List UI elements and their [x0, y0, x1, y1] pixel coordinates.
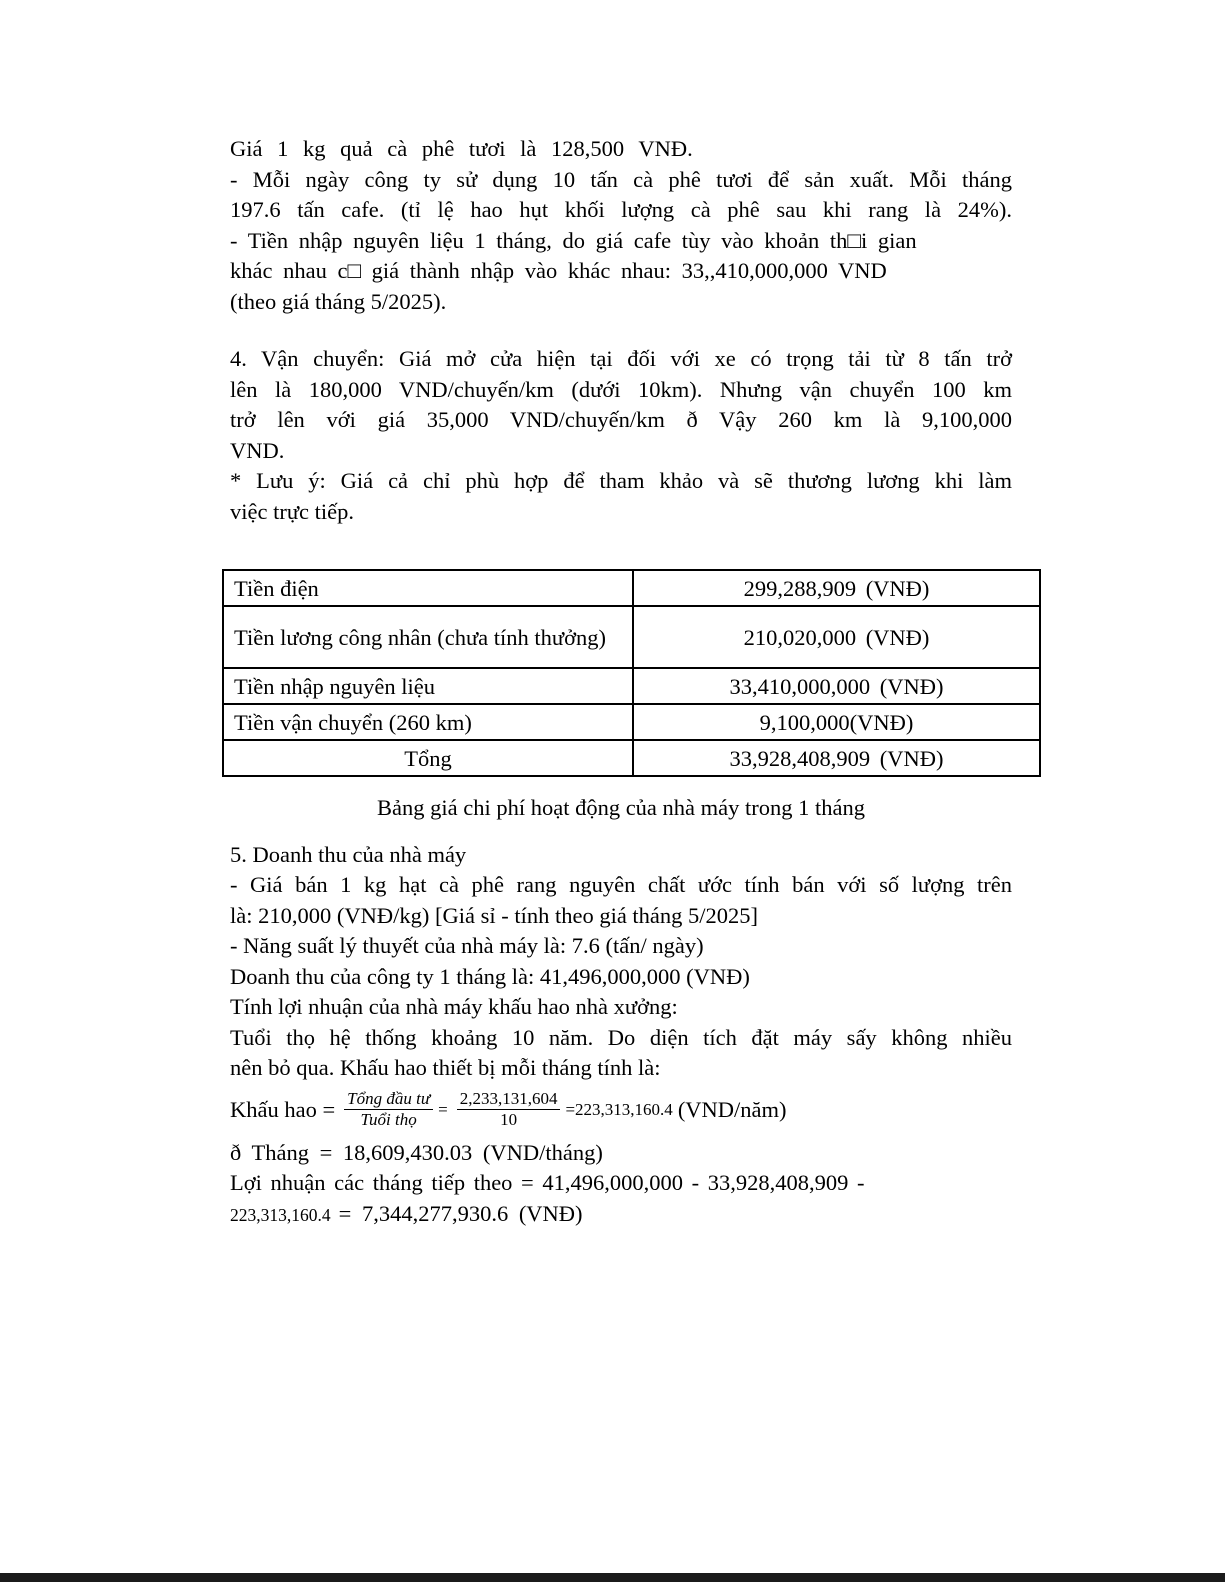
formula-equals: =	[438, 1100, 448, 1120]
section4-line: trở lên với giá 35,000 VND/chuyến/km ð Vậy 260 km là 9,100,000	[230, 407, 1012, 432]
profit-result-line	[230, 1199, 1012, 1231]
fraction-denominator: Tuổi thọ	[360, 1110, 417, 1129]
intro-paragraph	[230, 134, 1012, 317]
cost-label-cell: Tiền điện	[223, 570, 633, 606]
cost-table	[222, 569, 1041, 777]
table-row	[223, 606, 1040, 668]
formula-result: =223,313,160.4	[565, 1100, 673, 1120]
section4-paragraph	[230, 344, 1012, 527]
fraction-denominator: 10	[500, 1110, 518, 1129]
profit-small-number: 223,313,160.4	[230, 1204, 331, 1225]
cost-value-cell: 210,020,000 (VNĐ)	[633, 606, 1040, 668]
section5-line: Doanh thu của công ty 1 tháng là: 41,496,000,000 (VNĐ)	[230, 963, 750, 989]
intro-line: (theo giá tháng 5/2025).	[230, 288, 447, 314]
page-bottom-edge	[0, 1573, 1225, 1582]
document-content	[230, 134, 1012, 1230]
table-row	[223, 704, 1040, 740]
cost-value-cell: 299,288,909 (VNĐ)	[633, 570, 1040, 606]
fraction-numerator: 2,233,131,604	[457, 1089, 561, 1110]
depreciation-formula	[230, 1084, 1012, 1138]
formula-lead: Khấu hao =	[230, 1097, 336, 1123]
section5-paragraph	[230, 840, 1012, 1231]
profit-result-text: = 7,344,277,930.6 (VNĐ)	[338, 1200, 583, 1226]
section5-line: - Năng suất lý thuyết của nhà máy là: 7.6 (tấn/ ngày)	[230, 933, 704, 958]
intro-line: - Mỗi ngày công ty sử dụng 10 tấn cà phê tươi để sản xuất. Mỗi tháng	[230, 166, 1012, 192]
section4-line: VND.	[230, 437, 285, 463]
table-row	[223, 740, 1040, 776]
section5-line: Tính lợi nhuận của nhà máy khấu hao nhà xưởng:	[230, 994, 678, 1019]
fraction-value	[457, 1089, 561, 1130]
cost-value-cell: 9,100,000(VNĐ)	[633, 704, 1040, 740]
section4-line: việc trực tiếp.	[230, 498, 355, 524]
intro-line: - Tiền nhập nguyên liệu 1 tháng, do giá cafe tùy vào khoản th□i gian	[230, 227, 917, 253]
section4-line: * Lưu ý: Giá cả chỉ phù hợp để tham khảo và sẽ thương lương khi làm	[230, 468, 1012, 493]
intro-line: khác nhau c□ giá thành nhập vào khác nhau: 33,,410,000,000 VND	[230, 258, 887, 283]
intro-line: 197.6 tấn cafe. (tỉ lệ hao hụt khối lượng cà phê sau khi rang là 24%).	[230, 197, 1012, 222]
section5-line: nên bỏ qua. Khấu hao thiết bị mỗi tháng tính là:	[230, 1055, 661, 1080]
fraction-numerator: Tổng đầu tư	[344, 1089, 433, 1110]
table-row	[223, 668, 1040, 704]
section4-line: lên là 180,000 VND/chuyến/km (dưới 10km). Nhưng vận chuyển 100 km	[230, 376, 1012, 402]
section5-line: - Giá bán 1 kg hạt cà phê rang nguyên chất ước tính bán với số lượng trên	[230, 872, 1012, 897]
cost-total-value-cell: 33,928,408,909 (VNĐ)	[633, 740, 1040, 776]
cost-label-cell: Tiền vận chuyển (260 km)	[223, 704, 633, 740]
fraction-investment	[344, 1089, 433, 1130]
cost-value-cell: 33,410,000,000 (VNĐ)	[633, 668, 1040, 704]
cost-label-cell: Tiền lương công nhân (chưa tính thưởng)	[223, 606, 633, 668]
section5-line: là: 210,000 (VNĐ/kg) [Giá sỉ - tính theo giá tháng 5/2025]	[230, 902, 759, 928]
section5-heading: 5. Doanh thu của nhà máy	[230, 841, 467, 867]
monthly-depreciation-line: ð Tháng = 18,609,430.03 (VND/tháng)	[230, 1139, 603, 1165]
formula-unit: (VND/năm)	[677, 1097, 787, 1123]
cost-label-cell: Tiền nhập nguyên liệu	[223, 668, 633, 704]
table-caption: Bảng giá chi phí hoạt động của nhà máy trong 1 tháng	[376, 795, 865, 820]
section4-line: 4. Vận chuyển: Giá mở cửa hiện tại đối với xe có trọng tải từ 8 tấn trở	[230, 346, 1012, 371]
intro-line: Giá 1 kg quả cà phê tươi là 128,500 VNĐ.	[230, 136, 693, 161]
cost-total-label-cell: Tổng	[223, 740, 633, 776]
table-row	[223, 570, 1040, 606]
section5-line: Tuổi thọ hệ thống khoảng 10 năm. Do diện tích đặt máy sấy không nhiều	[230, 1024, 1012, 1050]
profit-line: Lợi nhuận các tháng tiếp theo = 41,496,000,000 - 33,928,408,909 -	[230, 1170, 865, 1195]
